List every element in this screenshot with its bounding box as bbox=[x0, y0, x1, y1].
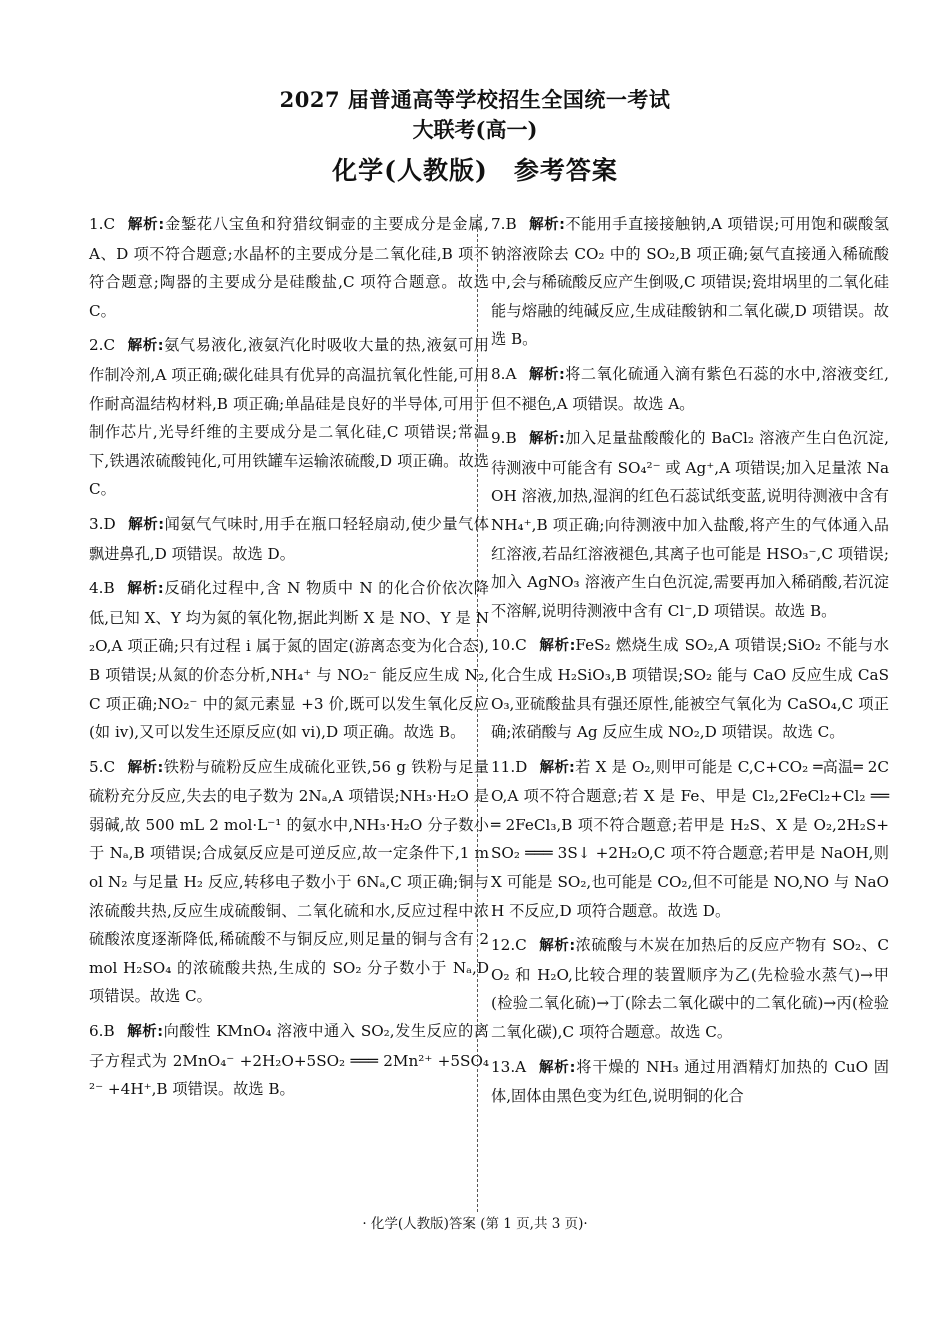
answer-choice: C bbox=[103, 757, 116, 776]
answer-choice: C bbox=[515, 936, 527, 955]
question-number: 11. bbox=[491, 757, 516, 776]
subject-title bbox=[0, 154, 950, 188]
question-number: 8. bbox=[491, 364, 506, 383]
question-number: 9. bbox=[491, 429, 506, 448]
answer-item bbox=[491, 360, 889, 418]
analysis-text: 氨气易液化,液氨汽化时吸收大量的热,液氨可用作制冷剂,A 项正确;碳化硅具有优异的高温抗氧化性能,可用作耐高温结构材料,B 项正确;单晶硅是良好的半导体,可用于制作芯片,光导纤维的主要成分是二氧化硅,C 项错误;常温下,铁遇浓硫酸钝化,可用铁罐车运输浓硫酸,D 项正确。故选 C。 bbox=[89, 336, 489, 499]
answer-choice: B bbox=[103, 1022, 115, 1041]
answer-choice: C bbox=[103, 215, 116, 233]
question-number: 13. bbox=[491, 1057, 516, 1076]
analysis-label: 解析: bbox=[538, 638, 576, 655]
analysis-label: 解析: bbox=[528, 217, 565, 233]
answer-choice: A bbox=[515, 1057, 527, 1076]
answer-key-label: 参考答案 bbox=[513, 156, 618, 185]
analysis-text: 加入足量盐酸酸化的 BaCl₂ 溶液产生白色沉淀,待测液中可能含有 SO₄²⁻ 或 Ag⁺,A 项错误;加入足量浓 NaOH 溶液,加热,湿润的红色石蕊试纸变蓝,说明待测液中含有 NH₄⁺,B 项正确;向待测液中加入盐酸,将产生的气体通入品红溶液,若品红溶液褪色,其离子也可能是 HSO₃⁻,C 项错误;加入 AgNO₃ 溶液产生白色沉淀,需要再加入稀硝酸,若沉淀不溶解,说明待测液中含有 Cl⁻,D 项错误。故选 B。 bbox=[491, 429, 889, 620]
answer-item bbox=[491, 631, 889, 746]
analysis-label: 解析: bbox=[126, 581, 164, 598]
question-number: 10. bbox=[491, 636, 516, 655]
answer-item bbox=[89, 574, 489, 747]
question-number: 7. bbox=[491, 215, 506, 233]
column-divider bbox=[477, 214, 478, 1212]
answer-choice: C bbox=[515, 636, 527, 655]
answer-choice: D bbox=[515, 757, 528, 776]
analysis-text: FeS₂ 燃烧生成 SO₂,A 项错误;SiO₂ 不能与水化合生成 H₂SiO₃,B 项错误;SO₂ 能与 CaO 反应生成 CaSO₃,亚硫酸盐具有强还原性,能被空气氧化为 CaSO₄,C 项正确;浓硝酸与 Ag 反应生成 NO₂,D 项错误。故选 C。 bbox=[491, 636, 889, 742]
analysis-text: 闻氨气气味时,用手在瓶口轻轻扇动,使少量气体飘进鼻孔,D 项错误。故选 D。 bbox=[89, 514, 489, 563]
right-answer-column bbox=[491, 210, 889, 1117]
analysis-label: 解析: bbox=[538, 1059, 576, 1076]
answer-item bbox=[491, 210, 889, 354]
answer-choice: B bbox=[505, 215, 517, 233]
analysis-text: 将二氧化硫通入滴有紫色石蕊的水中,溶液变红,但不褪色,A 项错误。故选 A。 bbox=[491, 364, 889, 413]
analysis-text: 若 X 是 O₂,则甲可能是 C,C+CO₂ ═高温═ 2CO,A 项不符合题意;若 X 是 Fe、甲是 Cl₂,2FeCl₂+Cl₂ ═══ 2FeCl₃,B 项不符合题意;若甲是 H₂S、X 是 O₂,2H₂S+SO₂ ═══ 3S↓ +2H₂O,C 项不符合题意;若甲是 NaOH,则 X 可能是 SO₂,也可能是 CO₂,但不可能是 NO,NO 与 NaOH 不反应,D 项符合题意。故选 D。 bbox=[491, 757, 889, 920]
analysis-label: 解析: bbox=[528, 366, 565, 383]
answer-item bbox=[89, 510, 489, 568]
analysis-label: 解析: bbox=[126, 1024, 164, 1041]
question-number: 6. bbox=[89, 1022, 104, 1041]
analysis-label: 解析: bbox=[127, 759, 164, 776]
answer-item bbox=[89, 210, 489, 325]
answer-choice: B bbox=[505, 429, 517, 448]
answer-choice: C bbox=[103, 336, 116, 355]
analysis-label: 解析: bbox=[127, 338, 164, 355]
analysis-label: 解析: bbox=[539, 759, 575, 776]
left-answer-column bbox=[89, 210, 489, 1110]
analysis-text: 向酸性 KMnO₄ 溶液中通入 SO₂,发生反应的离子方程式为 2MnO₄⁻ +2H₂O+5SO₂ ═══ 2Mn²⁺ +5SO₄²⁻ +4H⁺,B 项错误。故选 B。 bbox=[89, 1022, 489, 1099]
question-number: 5. bbox=[89, 757, 104, 776]
analysis-text: 反硝化过程中,含 N 物质中 N 的化合价依次降低,已知 X、Y 均为氮的氧化物,据此判断 X 是 NO、Y 是 N₂O,A 项正确;只有过程 i 属于氮的固定(游离态变为化合态),B 项错误;从氮的价态分析,NH₄⁺ 与 NO₂⁻ 能反应生成 N₂,C 项正确;NO₂⁻ 中的氮元素显 +3 价,既可以发生氧化反应(如 iv),又可以发生还原反应(如 vi),D 项正确。故选 B。 bbox=[89, 579, 489, 742]
analysis-text: 金錾花八宝鱼和狩猎纹铜壶的主要成分是金属,A、D 项不符合题意;水晶杯的主要成分是二氧化硅,B 项不符合题意;陶器的主要成分是硅酸盐,C 项符合题意。故选 C。 bbox=[89, 215, 489, 320]
answer-item bbox=[491, 753, 889, 926]
analysis-label: 解析: bbox=[127, 516, 165, 533]
answer-item bbox=[89, 753, 489, 1011]
answer-item bbox=[89, 1017, 489, 1104]
answer-choice: A bbox=[505, 364, 517, 383]
answer-item bbox=[491, 1053, 889, 1111]
question-number: 3. bbox=[89, 514, 104, 533]
analysis-text: 铁粉与硫粉反应生成硫化亚铁,56 g 铁粉与足量硫粉充分反应,失去的电子数为 2Nₐ,A 项错误;NH₃·H₂O 是弱碱,故 500 mL 2 mol·L⁻¹ 的氨水中,NH₃·H₂O 分子数小于 Nₐ,B 项错误;合成氨反应是可逆反应,故一定条件下,1 mol N₂ 与足量 H₂ 反应,转移电子数小于 6Nₐ,C 项正确;铜与浓硫酸共热,反应生成硫酸铜、二氧化硫和水,反应过程中浓硫酸浓度逐渐降低,稀硫酸不与铜反应,则足量的铜与含有 2 mol H₂SO₄ 的浓硫酸共热,生成的 SO₂ 分子数小于 Nₐ,D 项错误。故选 C。 bbox=[89, 757, 489, 1006]
question-number: 2. bbox=[89, 336, 104, 355]
question-number: 1. bbox=[89, 215, 104, 233]
page-footer: · 化学(人教版)答案 (第 1 页,共 3 页)· bbox=[362, 1216, 588, 1232]
analysis-label: 解析: bbox=[538, 938, 576, 955]
question-number: 12. bbox=[491, 936, 516, 955]
page-header bbox=[0, 86, 950, 188]
analysis-text: 将干燥的 NH₃ 通过用酒精灯加热的 CuO 固体,固体由黑色变为红色,说明铜的化合 bbox=[491, 1057, 889, 1106]
analysis-label: 解析: bbox=[127, 217, 165, 233]
analysis-text: 不能用手直接接触钠,A 项错误;可用饱和碳酸氢钠溶液除去 CO₂ 中的 SO₂,B 项正确;氨气直接通入稀硫酸中,会与稀硫酸反应产生倒吸,C 项错误;瓷坩埚里的二氧化硅能与熔融的纯碱反应,生成硅酸钠和二氧化碳,D 项错误。故选 B。 bbox=[491, 215, 889, 349]
answer-item bbox=[491, 931, 889, 1046]
exam-title: 2027 届普通高等学校招生全国统一考试 bbox=[279, 87, 671, 112]
subject-name: 化学(人教版) bbox=[332, 156, 488, 185]
answer-item bbox=[491, 424, 889, 625]
answer-item bbox=[89, 331, 489, 504]
exam-subtitle: 大联考(高一) bbox=[412, 117, 538, 142]
answer-choice: B bbox=[103, 579, 115, 598]
question-number: 4. bbox=[89, 579, 104, 598]
analysis-text: 浓硫酸与木炭在加热后的反应产物有 SO₂、CO₂ 和 H₂O,比较合理的装置顺序为乙(先检验水蒸气)→甲(检验二氧化硫)→丁(除去二氧化碳中的二氧化硫)→丙(检验二氧化碳),C 项符合题意。故选 C。 bbox=[491, 936, 889, 1042]
analysis-label: 解析: bbox=[528, 431, 565, 448]
answer-choice: D bbox=[103, 514, 116, 533]
